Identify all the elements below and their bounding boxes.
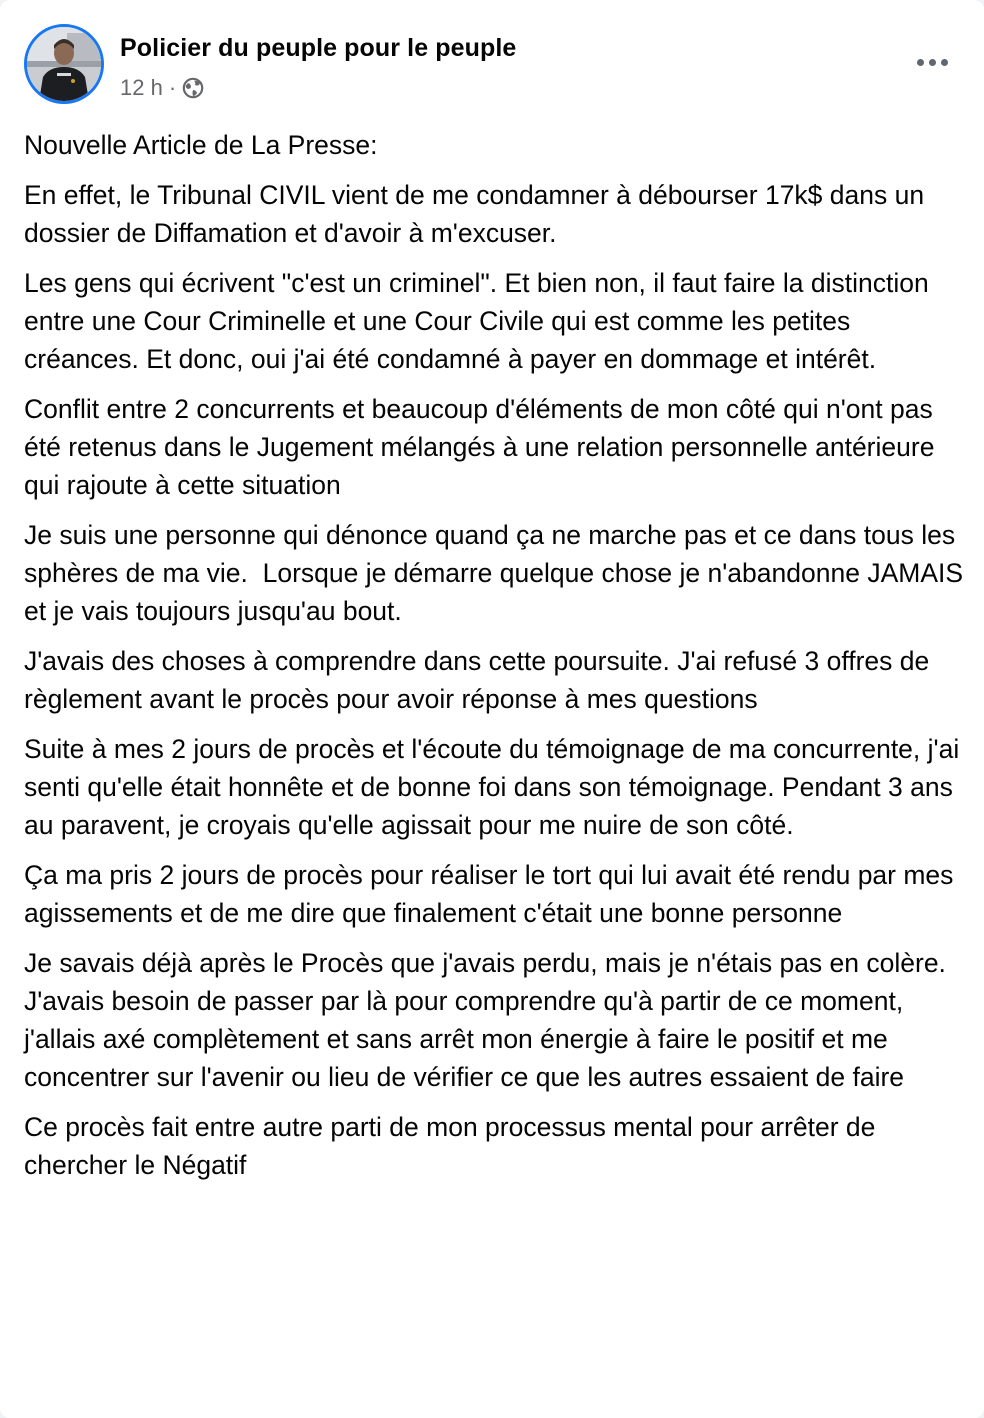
author-name[interactable]: Policier du peuple pour le peuple — [120, 34, 517, 62]
post-paragraph: Suite à mes 2 jours de procès et l'écoute du témoignage de ma concurrente, j'ai senti qu'elle était honnête et de bonne foi dans son témoignage. Pendant 3 ans au paravent, je croyais qu'elle agissait pour me nuire de son côté. — [24, 734, 960, 840]
post-paragraph: Les gens qui écrivent "c'est un criminel". Et bien non, il faut faire la distinction entre une Cour Criminelle et une Cour Civile qui est comme les petites créances. Et donc, oui j'ai été condamné à payer en dommage et intérêt. — [24, 268, 929, 374]
post-paragraph: Je suis une personne qui dénonce quand ça ne marche pas et ce dans tous les sphères de ma vie. Lorsque je démarre quelque chose je n'abandonne JAMAIS et je vais toujours jusqu'au bout. — [24, 520, 971, 626]
post-paragraph: Ce procès fait entre autre parti de mon processus mental pour arrêter de chercher le Négatif — [24, 1112, 876, 1180]
avatar[interactable] — [24, 24, 104, 104]
post-paragraph: Conflit entre 2 concurrents et beaucoup d'éléments de mon côté qui n'ont pas été retenus dans le Jugement mélangés à une relation personnelle antérieure qui rajoute à cette situation — [24, 394, 935, 500]
more-options-icon — [917, 59, 924, 66]
meta-separator: · — [168, 75, 177, 100]
post-paragraph: En effet, le Tribunal CIVIL vient de me condamner à débourser 17k$ dans un dossier de Diffamation et d'avoir à m'excuser. — [24, 180, 925, 248]
post-header — [24, 24, 960, 110]
more-options-button[interactable] — [904, 42, 960, 82]
post-paragraph: Nouvelle Article de La Presse: — [24, 130, 378, 160]
post-paragraph: J'avais des choses à comprendre dans cette poursuite. J'ai refusé 3 offres de règlement avant le procès pour avoir réponse à mes questions — [24, 646, 930, 714]
post-paragraph: Ça ma pris 2 jours de procès pour réaliser le tort qui lui avait été rendu par mes agissements et de me dire que finalement c'était une bonne personne — [24, 860, 954, 928]
post-paragraph: Je savais déjà après le Procès que j'avais perdu, mais je n'étais pas en colère. J'avais besoin de passer par là pour comprendre qu'à partir de ce moment, j'allais axé complètement et sans arrêt mon énergie à faire le positif et me concentrer sur l'avenir ou lieu de vérifier ce que les autres essaient de faire — [24, 948, 946, 1092]
globe-icon[interactable] — [182, 77, 204, 99]
post-body — [24, 126, 971, 1196]
avatar-photo — [27, 27, 101, 101]
post-meta — [120, 74, 204, 102]
post-timestamp[interactable]: 12 h — [120, 75, 163, 100]
